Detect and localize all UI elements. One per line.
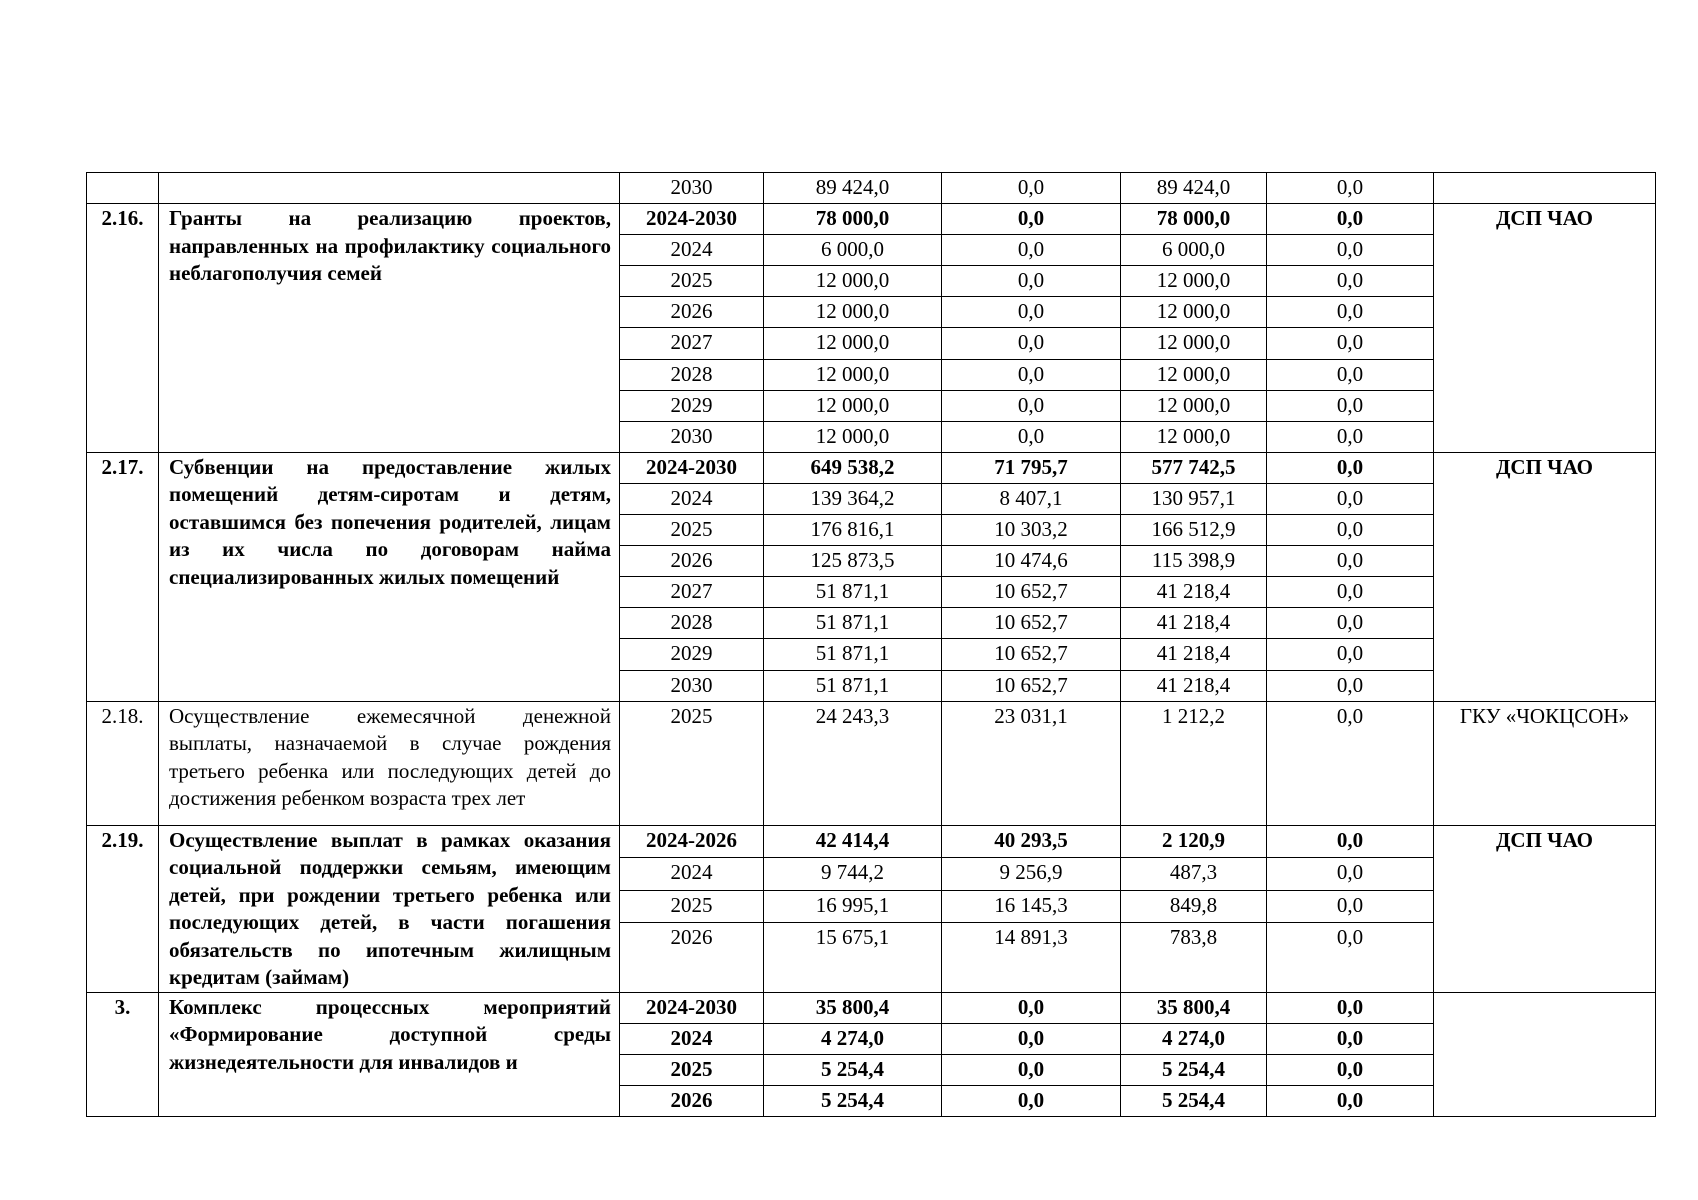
row-name-cell: Осуществление выплат в рамках оказания социальной поддержки семьям, имеющим детей, при рождении третьего ребенка или последующих детей, в части погашения обязательств по ипотечным жилищным кредитам (займам) — [159, 825, 620, 992]
year-cell: 2024 — [620, 235, 764, 266]
total-cell: 6 000,0 — [764, 235, 942, 266]
year-cell: 2025 — [620, 890, 764, 923]
regional-budget-cell: 1 212,2 — [1121, 701, 1267, 825]
other-sources-cell: 0,0 — [1267, 452, 1434, 483]
total-cell: 78 000,0 — [764, 204, 942, 235]
other-sources-cell: 0,0 — [1267, 421, 1434, 452]
year-cell: 2029 — [620, 390, 764, 421]
year-cell: 2024-2030 — [620, 452, 764, 483]
regional-budget-cell: 5 254,4 — [1121, 1054, 1267, 1085]
federal-budget-cell: 71 795,7 — [942, 452, 1121, 483]
regional-budget-cell: 12 000,0 — [1121, 359, 1267, 390]
year-cell: 2026 — [620, 1085, 764, 1116]
regional-budget-cell: 487,3 — [1121, 858, 1267, 891]
regional-budget-cell: 41 218,4 — [1121, 670, 1267, 701]
other-sources-cell: 0,0 — [1267, 992, 1434, 1023]
other-sources-cell: 0,0 — [1267, 858, 1434, 891]
regional-budget-cell: 89 424,0 — [1121, 173, 1267, 204]
year-cell: 2024-2026 — [620, 825, 764, 858]
responsible-cell — [1434, 992, 1656, 1116]
federal-budget-cell: 23 031,1 — [942, 701, 1121, 825]
total-cell: 5 254,4 — [764, 1054, 942, 1085]
other-sources-cell: 0,0 — [1267, 890, 1434, 923]
responsible-cell: ГКУ «ЧОКЦСОН» — [1434, 701, 1656, 825]
year-cell: 2024 — [620, 1023, 764, 1054]
regional-budget-cell: 4 274,0 — [1121, 1023, 1267, 1054]
regional-budget-cell: 41 218,4 — [1121, 639, 1267, 670]
year-cell: 2025 — [620, 266, 764, 297]
year-cell: 2024-2030 — [620, 204, 764, 235]
regional-budget-cell: 12 000,0 — [1121, 297, 1267, 328]
total-cell: 139 364,2 — [764, 483, 942, 514]
total-cell: 15 675,1 — [764, 923, 942, 992]
other-sources-cell: 0,0 — [1267, 328, 1434, 359]
year-cell: 2024-2030 — [620, 992, 764, 1023]
budget-table — [86, 172, 1656, 1117]
other-sources-cell: 0,0 — [1267, 546, 1434, 577]
responsible-cell — [1434, 173, 1656, 204]
responsible-cell: ДСП ЧАО — [1434, 825, 1656, 992]
year-cell: 2025 — [620, 1054, 764, 1085]
regional-budget-cell: 849,8 — [1121, 890, 1267, 923]
total-cell: 89 424,0 — [764, 173, 942, 204]
regional-budget-cell: 783,8 — [1121, 923, 1267, 992]
federal-budget-cell: 10 652,7 — [942, 670, 1121, 701]
other-sources-cell: 0,0 — [1267, 670, 1434, 701]
regional-budget-cell: 41 218,4 — [1121, 577, 1267, 608]
responsible-cell: ДСП ЧАО — [1434, 452, 1656, 701]
row-number-cell: 2.19. — [87, 825, 159, 992]
year-cell: 2030 — [620, 173, 764, 204]
year-cell: 2029 — [620, 639, 764, 670]
other-sources-cell: 0,0 — [1267, 825, 1434, 858]
row-name-cell — [159, 173, 620, 204]
regional-budget-cell: 5 254,4 — [1121, 1085, 1267, 1116]
row-name-cell: Комплекс процессных мероприятий «Формирование доступной среды жизнедеятельности для инвалидов и — [159, 992, 620, 1116]
federal-budget-cell: 0,0 — [942, 328, 1121, 359]
other-sources-cell: 0,0 — [1267, 297, 1434, 328]
total-cell: 12 000,0 — [764, 421, 942, 452]
total-cell: 649 538,2 — [764, 452, 942, 483]
federal-budget-cell: 0,0 — [942, 173, 1121, 204]
row-name-cell: Гранты на реализацию проектов, направленных на профилактику социального неблагополучия семей — [159, 204, 620, 453]
year-cell: 2024 — [620, 858, 764, 891]
federal-budget-cell: 0,0 — [942, 297, 1121, 328]
total-cell: 12 000,0 — [764, 266, 942, 297]
federal-budget-cell: 0,0 — [942, 1085, 1121, 1116]
federal-budget-cell: 0,0 — [942, 235, 1121, 266]
total-cell: 12 000,0 — [764, 359, 942, 390]
total-cell: 51 871,1 — [764, 670, 942, 701]
federal-budget-cell: 9 256,9 — [942, 858, 1121, 891]
year-cell: 2030 — [620, 421, 764, 452]
other-sources-cell: 0,0 — [1267, 577, 1434, 608]
year-cell: 2026 — [620, 923, 764, 992]
table-row — [87, 825, 1656, 858]
regional-budget-cell: 12 000,0 — [1121, 266, 1267, 297]
regional-budget-cell: 12 000,0 — [1121, 328, 1267, 359]
total-cell: 24 243,3 — [764, 701, 942, 825]
year-cell: 2027 — [620, 328, 764, 359]
budget-table-body — [87, 173, 1656, 1117]
year-cell: 2028 — [620, 608, 764, 639]
year-cell: 2025 — [620, 701, 764, 825]
regional-budget-cell: 166 512,9 — [1121, 515, 1267, 546]
row-name-cell: Осуществление ежемесячной денежной выплаты, назначаемой в случае рождения третьего ребенка или последующих детей до достижения ребенком возраста трех лет — [159, 701, 620, 825]
table-row — [87, 204, 1656, 235]
federal-budget-cell: 0,0 — [942, 421, 1121, 452]
regional-budget-cell: 41 218,4 — [1121, 608, 1267, 639]
total-cell: 16 995,1 — [764, 890, 942, 923]
year-cell: 2024 — [620, 483, 764, 514]
other-sources-cell: 0,0 — [1267, 515, 1434, 546]
federal-budget-cell: 40 293,5 — [942, 825, 1121, 858]
federal-budget-cell: 0,0 — [942, 390, 1121, 421]
year-cell: 2027 — [620, 577, 764, 608]
other-sources-cell: 0,0 — [1267, 1023, 1434, 1054]
year-cell: 2026 — [620, 297, 764, 328]
regional-budget-cell: 577 742,5 — [1121, 452, 1267, 483]
other-sources-cell: 0,0 — [1267, 639, 1434, 670]
federal-budget-cell: 8 407,1 — [942, 483, 1121, 514]
total-cell: 12 000,0 — [764, 297, 942, 328]
regional-budget-cell: 2 120,9 — [1121, 825, 1267, 858]
federal-budget-cell: 0,0 — [942, 359, 1121, 390]
federal-budget-cell: 10 652,7 — [942, 608, 1121, 639]
other-sources-cell: 0,0 — [1267, 204, 1434, 235]
regional-budget-cell: 12 000,0 — [1121, 421, 1267, 452]
row-number-cell: 3. — [87, 992, 159, 1116]
federal-budget-cell: 0,0 — [942, 1023, 1121, 1054]
total-cell: 51 871,1 — [764, 577, 942, 608]
other-sources-cell: 0,0 — [1267, 1085, 1434, 1116]
federal-budget-cell: 10 652,7 — [942, 577, 1121, 608]
total-cell: 125 873,5 — [764, 546, 942, 577]
federal-budget-cell: 0,0 — [942, 204, 1121, 235]
total-cell: 12 000,0 — [764, 390, 942, 421]
federal-budget-cell: 16 145,3 — [942, 890, 1121, 923]
total-cell: 51 871,1 — [764, 639, 942, 670]
total-cell: 51 871,1 — [764, 608, 942, 639]
regional-budget-cell: 130 957,1 — [1121, 483, 1267, 514]
regional-budget-cell: 6 000,0 — [1121, 235, 1267, 266]
total-cell: 35 800,4 — [764, 992, 942, 1023]
responsible-cell: ДСП ЧАО — [1434, 204, 1656, 453]
other-sources-cell: 0,0 — [1267, 701, 1434, 825]
other-sources-cell: 0,0 — [1267, 359, 1434, 390]
federal-budget-cell: 10 474,6 — [942, 546, 1121, 577]
table-row — [87, 452, 1656, 483]
row-number-cell — [87, 173, 159, 204]
row-number-cell: 2.18. — [87, 701, 159, 825]
federal-budget-cell: 0,0 — [942, 992, 1121, 1023]
table-row — [87, 701, 1656, 825]
other-sources-cell: 0,0 — [1267, 235, 1434, 266]
federal-budget-cell: 10 303,2 — [942, 515, 1121, 546]
other-sources-cell: 0,0 — [1267, 608, 1434, 639]
table-row — [87, 992, 1656, 1023]
federal-budget-cell: 10 652,7 — [942, 639, 1121, 670]
row-number-cell: 2.16. — [87, 204, 159, 453]
other-sources-cell: 0,0 — [1267, 483, 1434, 514]
regional-budget-cell: 78 000,0 — [1121, 204, 1267, 235]
total-cell: 9 744,2 — [764, 858, 942, 891]
other-sources-cell: 0,0 — [1267, 390, 1434, 421]
other-sources-cell: 0,0 — [1267, 266, 1434, 297]
federal-budget-cell: 0,0 — [942, 1054, 1121, 1085]
row-name-cell: Субвенции на предоставление жилых помещений детям-сиротам и детям, оставшимся без попечения родителей, лицам из их числа по договорам найма специализированных жилых помещений — [159, 452, 620, 701]
year-cell: 2030 — [620, 670, 764, 701]
total-cell: 42 414,4 — [764, 825, 942, 858]
federal-budget-cell: 0,0 — [942, 266, 1121, 297]
federal-budget-cell: 14 891,3 — [942, 923, 1121, 992]
total-cell: 5 254,4 — [764, 1085, 942, 1116]
total-cell: 176 816,1 — [764, 515, 942, 546]
total-cell: 12 000,0 — [764, 328, 942, 359]
regional-budget-cell: 35 800,4 — [1121, 992, 1267, 1023]
regional-budget-cell: 115 398,9 — [1121, 546, 1267, 577]
table-row — [87, 173, 1656, 204]
other-sources-cell: 0,0 — [1267, 1054, 1434, 1085]
total-cell: 4 274,0 — [764, 1023, 942, 1054]
row-number-cell: 2.17. — [87, 452, 159, 701]
year-cell: 2025 — [620, 515, 764, 546]
year-cell: 2026 — [620, 546, 764, 577]
regional-budget-cell: 12 000,0 — [1121, 390, 1267, 421]
other-sources-cell: 0,0 — [1267, 173, 1434, 204]
other-sources-cell: 0,0 — [1267, 923, 1434, 992]
year-cell: 2028 — [620, 359, 764, 390]
